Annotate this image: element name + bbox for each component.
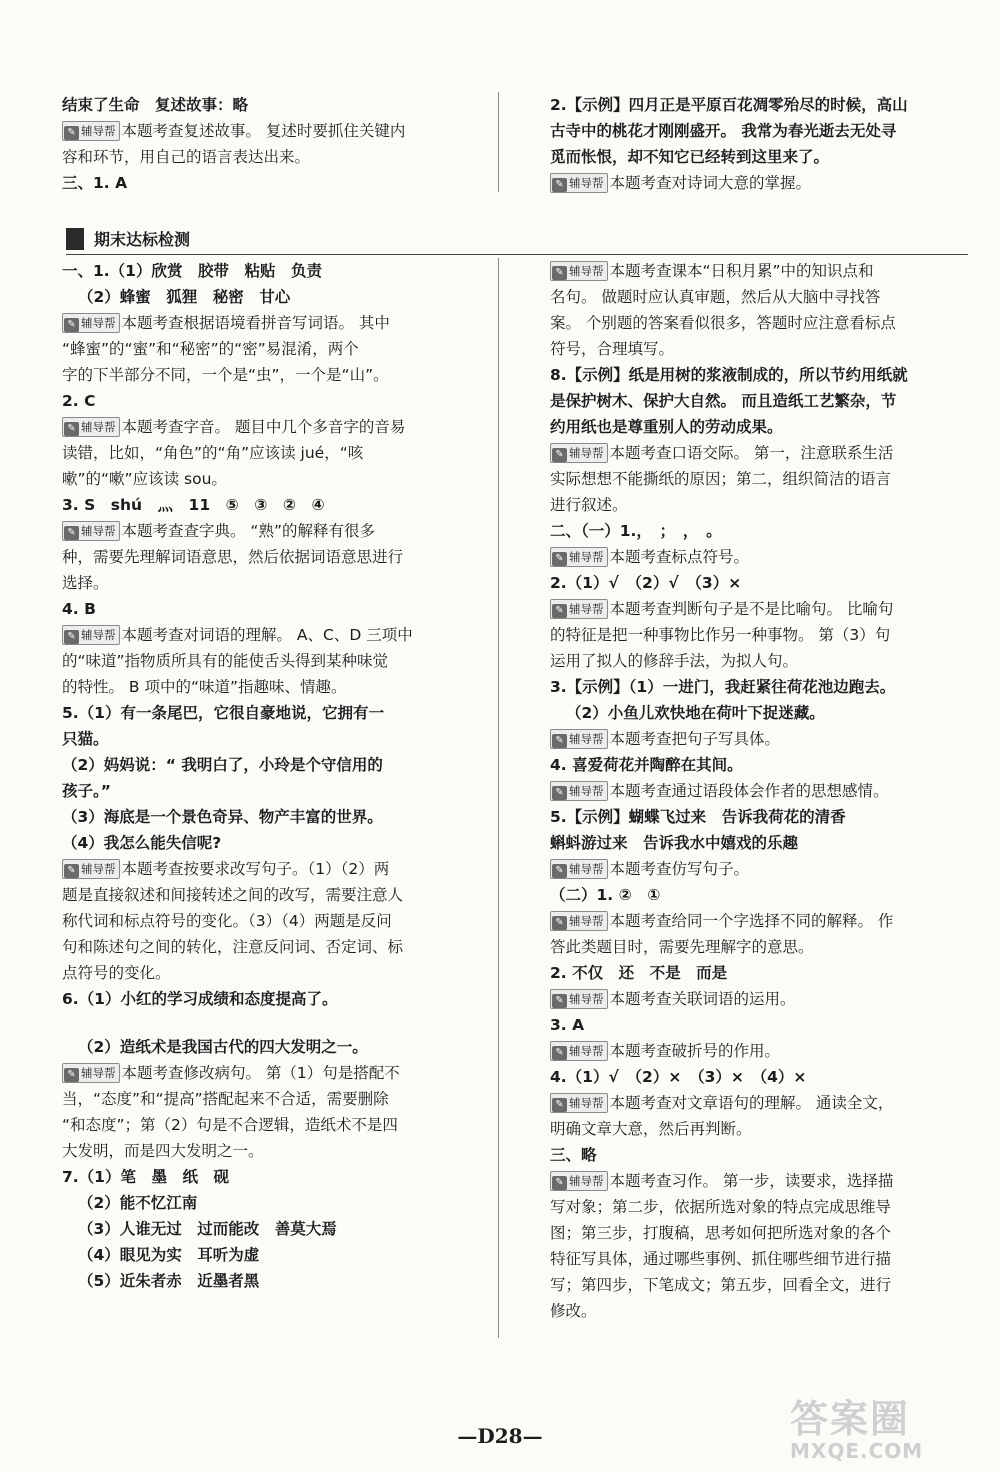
line-text: 特征写具体，通过哪些事例、抓住哪些细节进行描 [550,1250,892,1268]
tutor-tag [62,1063,120,1083]
line-text: 本题考查破折号的作用。 [609,1042,781,1060]
line-text: 结束了生命 复述故事：略 [62,96,249,114]
line-text: 的特征是把一种事物比作另一种事物。 第（3）句 [550,626,891,644]
line-text: 2.【示例】四月正是平原百花凋零殆尽的时候，高山 [550,96,908,114]
answer-line [62,1164,487,1190]
answer-line [62,1268,487,1294]
answer-line [62,1034,487,1060]
explanation-line [62,1060,487,1086]
answer-line [550,700,950,726]
tutor-tag [62,417,120,437]
line-text: （4）我怎么能失信呢? [62,834,222,852]
tutor-tag-label: 辅导帮 [569,264,604,278]
answer-line [62,170,487,196]
tutor-icon: ✎ [552,734,567,748]
explanation-line [62,856,487,882]
line-text: 本题考查把句子写具体。 [609,730,781,748]
line-text: （2）妈妈说：“ 我明白了，小玲是个守信用的 [62,756,383,774]
line-text: 本题考查口语交际。 第一，注意联系生活 [609,444,894,462]
answer-line [550,1142,950,1168]
answer-line [62,596,487,622]
column-divider-top [498,92,499,192]
tutor-icon: ✎ [552,1046,567,1060]
explanation-line [550,258,950,284]
line-text: 案。 个别题的答案看似很多，答题时应注意看标点 [550,314,896,332]
line-text: 8.【示例】纸是用树的浆液制成的，所以节约用纸就 [550,366,908,384]
line-text: 觅而怅恨，却不知它已经转到这里来了。 [550,148,830,166]
line-text: 答此类题目时，需要先理解字的意思。 [550,938,814,956]
line-text: （2）造纸术是我国古代的四大发明之一。 [78,1038,368,1056]
line-text: 明确文章大意，然后再判断。 [550,1120,752,1138]
answer-line [550,388,950,414]
page-number: —D28— [457,1424,543,1448]
line-text: 进行叙述。 [550,496,628,514]
tutor-tag [62,121,120,141]
tutor-tag [550,599,608,619]
line-text: 符号，合理填写。 [550,340,675,358]
line-text: 写；第四步，下笔成文；第五步，回看全文，进行 [550,1276,892,1294]
tutor-icon: ✎ [552,994,567,1008]
explanation-line [550,544,950,570]
line-text: 4.（1）√ （2）× （3）× （4）× [550,1068,807,1086]
line-text: （2）蜂蜜 狐狸 秘密 甘心 [78,288,291,306]
tutor-tag [550,173,608,193]
answer-line [62,388,487,414]
tutor-icon: ✎ [552,1098,567,1112]
line-text: 本题考查通过语段体会作者的思想感情。 [609,782,889,800]
explanation-line [550,856,950,882]
tutor-tag-label: 辅导帮 [81,124,116,138]
answer-line [550,960,950,986]
line-text: 一、1.（1）欣赏 胶带 粘贴 负责 [62,262,322,280]
tutor-tag-label: 辅导帮 [81,316,116,330]
line-text: 古寺中的桃花才刚刚盛开。 我常为春光逝去无处寻 [550,122,897,140]
answer-line [62,1242,487,1268]
line-text: 本题考查对词语的理解。 A、C、D 三项中 [121,626,413,644]
answer-line [62,648,487,674]
line-text: “蜂蜜”的“蜜”和“秘密”的“密”易混淆，两个 [62,340,359,358]
tutor-tag [62,625,120,645]
main-right-column [550,258,950,1324]
line-text: 的特性。 B 项中的“味道”指趣味、情趣。 [62,678,347,696]
explanation-line [62,414,487,440]
answer-line [550,1194,950,1220]
tutor-tag [550,1093,608,1113]
tutor-tag-label: 辅导帮 [569,1174,604,1188]
line-text: 3. S shú 灬 11 ⑤ ③ ② ④ [62,496,325,514]
answer-line [550,492,950,518]
tutor-tag [62,859,120,879]
answer-line [62,908,487,934]
tutor-tag-label: 辅导帮 [569,602,604,616]
explanation-line [550,170,950,196]
tutor-tag-label: 辅导帮 [81,420,116,434]
line-text: 本题考查标点符号。 [609,548,750,566]
tutor-icon: ✎ [64,318,79,332]
answer-line [62,466,487,492]
line-text: 2.（1）√ （2）√ （3）× [550,574,742,592]
tutor-icon: ✎ [552,916,567,930]
tutor-icon: ✎ [64,1068,79,1082]
line-text: 约用纸也是尊重别人的劳动成果。 [550,418,783,436]
line-text: 本题考查习作。 第一步，读要求，选择描 [609,1172,894,1190]
tutor-icon: ✎ [552,448,567,462]
tutor-tag [550,989,608,1009]
main-left-column [62,258,487,1294]
line-text: 容和环节，用自己的语言表达出来。 [62,148,311,166]
line-text: 选择。 [62,574,109,592]
line-text: 题是直接叙述和间接转述之间的改写，需要注意人 [62,886,404,904]
line-text: 3. A [550,1016,585,1034]
line-text: 修改。 [550,1302,597,1320]
tutor-icon: ✎ [552,178,567,192]
tutor-tag-label: 辅导帮 [569,862,604,876]
line-text: 只猫。 [62,730,109,748]
answer-line [550,362,950,388]
answer-line [62,986,487,1012]
answer-line [62,284,487,310]
answer-line [550,414,950,440]
answer-line [550,144,950,170]
top-left-column [62,92,487,196]
answer-line [550,1116,950,1142]
answer-line [550,1272,950,1298]
line-text: 5.（1）有一条尾巴，它很自豪地说，它拥有一 [62,704,384,722]
answer-line [62,726,487,752]
line-text: （2）小鱼儿欢快地在荷叶下捉迷藏。 [566,704,825,722]
tutor-icon: ✎ [64,126,79,140]
line-text: （二）1. ② ① [550,886,661,904]
line-text: 本题考查对文章语句的理解。 通读全文， [609,1094,894,1112]
line-text: 三、1. A [62,174,128,192]
answer-line [550,830,950,856]
answer-line [62,1112,487,1138]
tutor-tag [550,1041,608,1061]
tutor-tag-label: 辅导帮 [569,1044,604,1058]
answer-line [62,1216,487,1242]
answer-line [550,648,950,674]
answer-line [62,752,487,778]
line-text: 4. 喜爱荷花并陶醉在其间。 [550,756,743,774]
line-text: 句和陈述句之间的转化，注意反问词、否定词、标 [62,938,404,956]
tutor-icon: ✎ [64,864,79,878]
section-marker-icon [66,228,84,250]
answer-line [62,336,487,362]
explanation-line [550,1038,950,1064]
line-text: 大发明，而是四大发明之一。 [62,1142,264,1160]
line-text: 3.【示例】（1）一进门，我赶紧往荷花池边跑去。 [550,678,896,696]
line-text: 字的下半部分不同，一个是“虫”，一个是“山”。 [62,366,389,384]
tutor-tag [550,261,608,281]
section-header [66,226,968,255]
answer-line [550,518,950,544]
line-text: 点符号的变化。 [62,964,171,982]
answer-line [62,934,487,960]
line-text: 的“味道”指物质所具有的能使舌头得到某种味觉 [62,652,389,670]
answer-line [62,492,487,518]
explanation-line [550,726,950,752]
line-text: 4. B [62,600,96,618]
line-text: 2. C [62,392,96,410]
tutor-tag [550,443,608,463]
answer-line [62,144,487,170]
answer-line [62,674,487,700]
answer-line [62,440,487,466]
answer-line [550,882,950,908]
answer-line [62,1138,487,1164]
answer-line [550,752,950,778]
answer-line [62,1086,487,1112]
line-text: 6.（1）小红的学习成绩和态度提高了。 [62,990,338,1008]
tutor-tag [550,729,608,749]
tutor-icon: ✎ [552,786,567,800]
explanation-line [62,622,487,648]
line-text: 图；第三步，打腹稿，思考如何把所选对象的各个 [550,1224,892,1242]
answer-line [62,362,487,388]
line-text: 读错，比如，“角色”的“角”应该读 jué，“咳 [62,444,364,462]
tutor-tag-label: 辅导帮 [569,550,604,564]
line-text: 实际想想不能撕纸的原因；第二，组织简洁的语言 [550,470,892,488]
tutor-tag [62,521,120,541]
line-text: 称代词和标点符号的变化。（3）（4）两题是反问 [62,912,392,930]
line-text: 本题考查按要求改写句子。（1）（2）两 [121,860,390,878]
tutor-tag-label: 辅导帮 [569,914,604,928]
answer-line [550,1220,950,1246]
explanation-line [550,1168,950,1194]
line-text: 本题考查查字典。 “熟”的解释有很多 [121,522,375,540]
tutor-icon: ✎ [552,266,567,280]
tutor-icon: ✎ [64,630,79,644]
line-text: 本题考查仿写句子。 [609,860,750,878]
answer-line [550,466,950,492]
explanation-line [62,518,487,544]
answer-line [550,118,950,144]
line-text: （2）能不忆江南 [78,1194,198,1212]
tutor-tag [550,781,608,801]
line-text: （3）海底是一个景色奇异、物产丰富的世界。 [62,808,383,826]
tutor-tag [550,1171,608,1191]
line-text: 蝌蚪游过来 告诉我水中嬉戏的乐趣 [550,834,799,852]
line-text: 孩子。” [62,782,111,800]
line-text: “和态度”；第（2）句是不合逻辑，造纸术不是四 [62,1116,398,1134]
answer-line [62,778,487,804]
answer-line [550,1064,950,1090]
line-text: 7.（1）笔 墨 纸 砚 [62,1168,229,1186]
line-text: （3）人谁无过 过而能改 善莫大焉 [78,1220,337,1238]
answer-line [550,804,950,830]
tutor-tag-label: 辅导帮 [81,628,116,642]
answer-line [62,1190,487,1216]
line-text: 是保护树木、保护大自然。 而且造纸工艺繁杂，节 [550,392,897,410]
line-text: 本题考查关联词语的运用。 [609,990,796,1008]
tutor-tag-label: 辅导帮 [569,732,604,746]
tutor-tag-label: 辅导帮 [569,992,604,1006]
tutor-tag-label: 辅导帮 [569,176,604,190]
explanation-line [62,310,487,336]
tutor-tag-label: 辅导帮 [569,446,604,460]
tutor-icon: ✎ [552,552,567,566]
answer-line [550,336,950,362]
answer-line [550,1012,950,1038]
answer-line [550,1298,950,1324]
line-text: 本题考查根据语境看拼音写词语。 其中 [121,314,390,332]
answer-line [550,310,950,336]
answer-line [550,92,950,118]
tutor-icon: ✎ [64,422,79,436]
answer-line [62,882,487,908]
line-text: 当，“态度”和“提高”搭配起来不合适，需要删除 [62,1090,389,1108]
line-text: 5.【示例】蝴蝶飞过来 告诉我荷花的清香 [550,808,846,826]
watermark-line1: 答案圈 [790,1397,911,1441]
answer-line [62,544,487,570]
line-text: （4）眼见为实 耳听为虚 [78,1246,260,1264]
line-text: 本题考查修改病句。 第（1）句是搭配不 [121,1064,400,1082]
top-right-column [550,92,950,196]
explanation-line [550,596,950,622]
tutor-tag-label: 辅导帮 [81,862,116,876]
watermark-line2: MXQE.COM [790,1439,924,1463]
tutor-tag-label: 辅导帮 [81,524,116,538]
answer-line [62,830,487,856]
explanation-line [550,1090,950,1116]
answer-line [62,960,487,986]
explanation-line [550,778,950,804]
line-text: 本题考查课本“日积月累”中的知识点和 [609,262,874,280]
explanation-line [550,986,950,1012]
line-text: （5）近朱者赤 近墨者黑 [78,1272,260,1290]
tutor-icon: ✎ [552,864,567,878]
line-text: 种，需要先理解词语意思，然后依据词语意思进行 [62,548,404,566]
tutor-tag-label: 辅导帮 [569,784,604,798]
answer-line [62,1012,487,1034]
line-text: 2. 不仅 还 不是 而是 [550,964,728,982]
explanation-line [62,118,487,144]
answer-line [62,258,487,284]
answer-line [62,92,487,118]
answer-line [550,284,950,310]
watermark [790,1388,990,1468]
answer-line [550,622,950,648]
section-title: 期末达标检测 [94,230,191,249]
answer-line [550,934,950,960]
tutor-icon: ✎ [64,526,79,540]
answer-line [550,674,950,700]
line-text: 本题考查字音。 题目中几个多音字的音易 [121,418,406,436]
tutor-tag [550,547,608,567]
tutor-tag-label: 辅导帮 [81,1066,116,1080]
line-text: 本题考查复述故事。 复述时要抓住关键内 [121,122,406,140]
line-text: 二、（一）1.， ； ， 。 [550,522,722,540]
column-divider-main [498,258,499,1338]
line-text: 三、略 [550,1146,597,1164]
tutor-tag-label: 辅导帮 [569,1096,604,1110]
line-text: 运用了拟人的修辞手法，为拟人句。 [550,652,799,670]
answer-line [550,1246,950,1272]
line-text: 名句。 做题时应认真审题，然后从大脑中寻找答 [550,288,881,306]
line-text: 本题考查对诗词大意的掌握。 [609,174,812,192]
line-text: 嗽”的“嗽”应该读 sou。 [62,470,227,488]
tutor-tag [62,313,120,333]
explanation-line [550,908,950,934]
answer-line [62,570,487,596]
answer-line [62,700,487,726]
line-text: 写对象；第二步，依据所选对象的特点完成思维导 [550,1198,892,1216]
line-text: 本题考查判断句子是不是比喻句。 比喻句 [609,600,894,618]
tutor-tag [550,911,608,931]
answer-line [62,804,487,830]
explanation-line [550,440,950,466]
line-text: 本题考查给同一个字选择不同的解释。 作 [609,912,894,930]
answer-line [550,570,950,596]
tutor-icon: ✎ [552,1176,567,1190]
tutor-tag [550,859,608,879]
tutor-icon: ✎ [552,604,567,618]
